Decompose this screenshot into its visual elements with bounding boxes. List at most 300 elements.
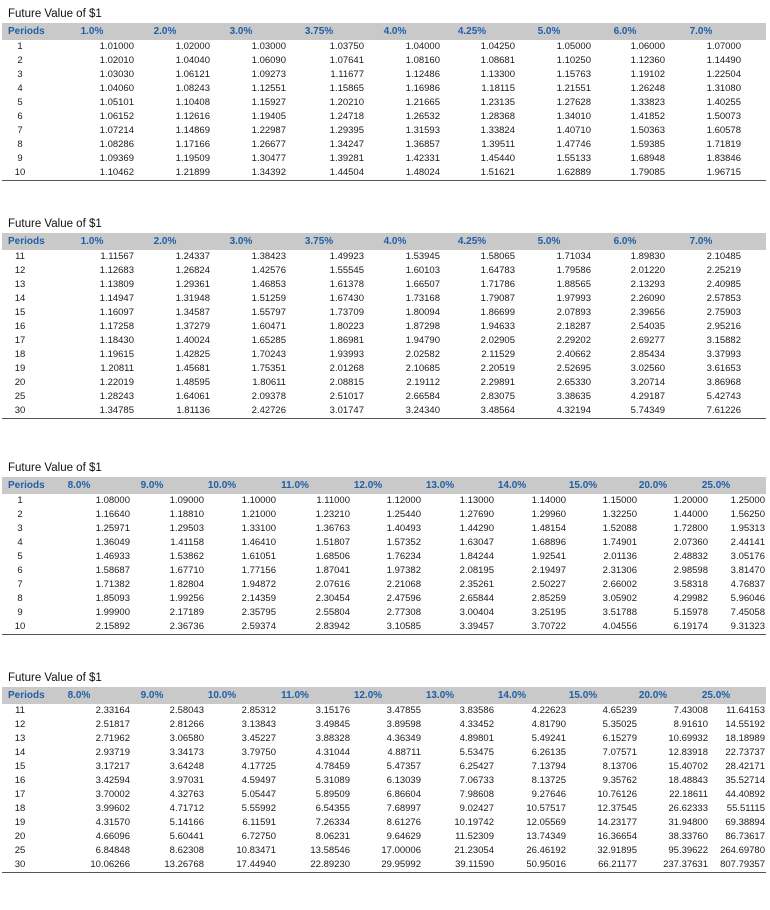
period-cell: 11 bbox=[15, 251, 25, 262]
value-cell: 1.15763 bbox=[556, 69, 591, 80]
value-cell: 1.02000 bbox=[175, 41, 210, 52]
value-cell: 5.89509 bbox=[315, 789, 350, 800]
value-cell: 1.44000 bbox=[673, 509, 708, 520]
value-cell: 1.26532 bbox=[405, 111, 440, 122]
value-cell: 8.61276 bbox=[386, 817, 421, 828]
value-cell: 3.02560 bbox=[630, 363, 665, 374]
value-cell: 1.87041 bbox=[315, 565, 350, 576]
value-cell: 13.26768 bbox=[164, 859, 204, 870]
value-cell: 5.96046 bbox=[730, 593, 765, 604]
rate-header: 10.0% bbox=[207, 690, 237, 701]
value-cell: 1.48024 bbox=[405, 167, 440, 178]
value-cell: 2.42726 bbox=[251, 405, 286, 416]
value-cell: 2.54035 bbox=[630, 321, 665, 332]
value-cell: 39.11590 bbox=[455, 859, 494, 870]
table-row bbox=[2, 802, 766, 816]
value-cell: 1.95313 bbox=[730, 523, 765, 534]
table-row bbox=[2, 264, 766, 278]
value-cell: 1.34010 bbox=[556, 111, 591, 122]
value-cell: 1.34785 bbox=[99, 405, 134, 416]
value-cell: 2.30454 bbox=[315, 593, 350, 604]
value-cell: 1.68948 bbox=[630, 153, 665, 164]
value-cell: 1.06090 bbox=[251, 55, 286, 66]
value-cell: 1.97993 bbox=[556, 293, 591, 304]
value-cell: 1.15865 bbox=[329, 83, 364, 94]
value-cell: 1.44290 bbox=[459, 523, 494, 534]
value-cell: 1.36763 bbox=[315, 523, 350, 534]
value-cell: 69.38894 bbox=[725, 817, 765, 828]
value-cell: 1.33823 bbox=[630, 97, 665, 108]
value-cell: 5.42743 bbox=[706, 391, 741, 402]
value-cell: 1.50363 bbox=[630, 125, 665, 136]
value-cell: 3.05176 bbox=[730, 551, 765, 562]
value-cell: 1.51259 bbox=[251, 293, 286, 304]
value-cell: 1.46853 bbox=[251, 279, 286, 290]
value-cell: 2.85259 bbox=[531, 593, 566, 604]
value-cell: 2.52695 bbox=[556, 363, 591, 374]
value-cell: 2.19497 bbox=[531, 565, 566, 576]
value-cell: 38.33760 bbox=[668, 831, 708, 842]
value-cell: 7.26334 bbox=[315, 817, 350, 828]
period-cell: 6 bbox=[17, 565, 23, 576]
period-cell: 2 bbox=[17, 55, 23, 66]
value-cell: 1.21551 bbox=[556, 83, 591, 94]
value-cell: 1.16097 bbox=[99, 307, 134, 318]
value-cell: 1.05101 bbox=[99, 97, 134, 108]
value-cell: 1.58065 bbox=[480, 251, 515, 262]
value-cell: 1.18810 bbox=[169, 509, 204, 520]
value-cell: 1.40024 bbox=[175, 335, 210, 346]
value-cell: 1.09000 bbox=[169, 495, 204, 506]
rate-header: 2.0% bbox=[153, 236, 177, 247]
value-cell: 1.80611 bbox=[252, 377, 286, 388]
value-cell: 2.35261 bbox=[459, 579, 494, 590]
rate-header: 14.0% bbox=[497, 690, 527, 701]
value-cell: 1.68896 bbox=[531, 537, 566, 548]
value-cell: 1.25440 bbox=[386, 509, 421, 520]
value-cell: 4.89801 bbox=[459, 733, 494, 744]
rate-header: 9.0% bbox=[140, 480, 164, 491]
table-row bbox=[2, 292, 766, 306]
value-cell: 4.78459 bbox=[315, 761, 350, 772]
value-cell: 1.19102 bbox=[630, 69, 665, 80]
value-cell: 35.52714 bbox=[725, 775, 765, 786]
value-cell: 1.71819 bbox=[706, 139, 741, 150]
value-cell: 264.69780 bbox=[720, 845, 765, 856]
value-cell: 1.62889 bbox=[556, 167, 591, 178]
table-row bbox=[2, 774, 766, 788]
period-cell: 18 bbox=[14, 803, 26, 814]
value-cell: 2.44141 bbox=[730, 537, 765, 548]
value-cell: 2.17189 bbox=[169, 607, 204, 618]
table-body bbox=[2, 40, 766, 181]
value-cell: 1.79087 bbox=[480, 293, 515, 304]
value-cell: 1.86981 bbox=[329, 335, 364, 346]
value-cell: 10.76126 bbox=[597, 789, 637, 800]
value-cell: 5.55992 bbox=[241, 803, 276, 814]
period-cell: 15 bbox=[14, 761, 26, 772]
value-cell: 1.21000 bbox=[241, 509, 276, 520]
value-cell: 1.53862 bbox=[169, 551, 204, 562]
value-cell: 1.56250 bbox=[730, 509, 765, 520]
value-cell: 6.84848 bbox=[95, 845, 130, 856]
table-row bbox=[2, 166, 766, 180]
value-cell: 9.35762 bbox=[602, 775, 637, 786]
value-cell: 1.52088 bbox=[602, 523, 637, 534]
value-cell: 2.26090 bbox=[630, 293, 665, 304]
value-cell: 2.36736 bbox=[169, 621, 204, 632]
table-row bbox=[2, 816, 766, 830]
value-cell: 1.46933 bbox=[95, 551, 130, 562]
value-cell: 1.75351 bbox=[251, 363, 286, 374]
value-cell: 807.79357 bbox=[720, 859, 765, 870]
table-row bbox=[2, 760, 766, 774]
value-cell: 9.02427 bbox=[459, 803, 494, 814]
value-cell: 1.94872 bbox=[241, 579, 276, 590]
value-cell: 1.79085 bbox=[630, 167, 665, 178]
value-cell: 8.13706 bbox=[602, 761, 637, 772]
value-cell: 1.23210 bbox=[315, 509, 350, 520]
value-cell: 2.93719 bbox=[95, 747, 130, 758]
value-cell: 55.51115 bbox=[726, 803, 765, 814]
table-header-row bbox=[2, 687, 766, 704]
period-cell: 5 bbox=[17, 551, 23, 562]
value-cell: 2.20519 bbox=[480, 363, 515, 374]
value-cell: 3.24340 bbox=[405, 405, 440, 416]
value-cell: 2.75903 bbox=[706, 307, 741, 318]
value-cell: 1.34587 bbox=[175, 307, 210, 318]
value-cell: 237.37631 bbox=[663, 859, 708, 870]
period-cell: 15 bbox=[14, 307, 26, 318]
value-cell: 3.17217 bbox=[95, 761, 130, 772]
value-cell: 1.16986 bbox=[405, 83, 440, 94]
value-cell: 2.31306 bbox=[602, 565, 637, 576]
value-cell: 11.52309 bbox=[455, 831, 494, 842]
table-row bbox=[2, 788, 766, 802]
value-cell: 1.50073 bbox=[706, 111, 741, 122]
value-cell: 9.27646 bbox=[531, 789, 566, 800]
rate-header: 5.0% bbox=[537, 236, 561, 247]
period-cell: 9 bbox=[17, 153, 23, 164]
value-cell: 1.06152 bbox=[99, 111, 134, 122]
value-cell: 9.31323 bbox=[730, 621, 765, 632]
value-cell: 1.04250 bbox=[480, 41, 515, 52]
table-row bbox=[2, 858, 766, 872]
value-cell: 1.49923 bbox=[329, 251, 364, 262]
value-cell: 5.49241 bbox=[531, 733, 566, 744]
value-cell: 1.09369 bbox=[99, 153, 134, 164]
period-cell: 16 bbox=[14, 775, 26, 786]
rate-header: 4.25% bbox=[457, 236, 487, 247]
value-cell: 6.25427 bbox=[459, 761, 494, 772]
value-cell: 5.14166 bbox=[169, 817, 204, 828]
value-cell: 2.85312 bbox=[241, 705, 276, 716]
value-cell: 1.22987 bbox=[251, 125, 286, 136]
value-cell: 2.10685 bbox=[405, 363, 440, 374]
value-cell: 3.99602 bbox=[95, 803, 130, 814]
value-cell: 1.61378 bbox=[329, 279, 364, 290]
value-cell: 1.22504 bbox=[706, 69, 741, 80]
value-cell: 1.14947 bbox=[99, 293, 134, 304]
table-row bbox=[2, 68, 766, 82]
table-header-row bbox=[2, 477, 766, 494]
value-cell: 21.23054 bbox=[454, 845, 494, 856]
value-cell: 5.53475 bbox=[459, 747, 494, 758]
value-cell: 1.63047 bbox=[459, 537, 494, 548]
rate-header: 11.0% bbox=[281, 480, 309, 491]
value-cell: 1.87298 bbox=[405, 321, 440, 332]
value-cell: 3.49845 bbox=[315, 719, 350, 730]
value-cell: 1.94633 bbox=[480, 321, 515, 332]
table-row bbox=[2, 40, 766, 54]
value-cell: 1.03750 bbox=[329, 41, 364, 52]
value-cell: 22.89230 bbox=[310, 859, 350, 870]
table-row bbox=[2, 536, 766, 550]
value-cell: 1.17166 bbox=[175, 139, 210, 150]
value-cell: 32.91895 bbox=[597, 845, 637, 856]
value-cell: 8.13725 bbox=[531, 775, 566, 786]
value-cell: 2.01220 bbox=[630, 265, 665, 276]
table-row bbox=[2, 718, 766, 732]
value-cell: 2.71962 bbox=[95, 733, 130, 744]
rate-header: 9.0% bbox=[140, 690, 164, 701]
value-cell: 2.51817 bbox=[95, 719, 130, 730]
value-cell: 2.40985 bbox=[706, 279, 741, 290]
period-cell: 1 bbox=[17, 495, 23, 506]
value-cell: 2.15892 bbox=[95, 621, 130, 632]
value-cell: 2.77308 bbox=[386, 607, 421, 618]
value-cell: 1.13000 bbox=[459, 495, 494, 506]
table-row bbox=[2, 334, 766, 348]
table-row bbox=[2, 376, 766, 390]
value-cell: 1.01000 bbox=[99, 41, 134, 52]
value-cell: 1.12683 bbox=[99, 265, 134, 276]
value-cell: 2.33164 bbox=[95, 705, 130, 716]
value-cell: 2.58043 bbox=[169, 705, 204, 716]
value-cell: 1.61051 bbox=[241, 551, 276, 562]
rate-header: 14.0% bbox=[497, 480, 527, 491]
value-cell: 22.18611 bbox=[669, 789, 708, 800]
value-cell: 1.71382 bbox=[95, 579, 130, 590]
value-cell: 2.55804 bbox=[315, 607, 350, 618]
value-cell: 12.05569 bbox=[526, 817, 566, 828]
value-cell: 1.45440 bbox=[480, 153, 515, 164]
value-cell: 1.10000 bbox=[241, 495, 276, 506]
value-cell: 1.04040 bbox=[175, 55, 210, 66]
value-cell: 1.76234 bbox=[386, 551, 421, 562]
rate-header: 5.0% bbox=[537, 26, 561, 37]
value-cell: 1.96715 bbox=[706, 167, 741, 178]
value-cell: 1.20000 bbox=[673, 495, 708, 506]
value-cell: 1.06000 bbox=[630, 41, 665, 52]
value-cell: 1.84244 bbox=[459, 551, 494, 562]
value-cell: 2.40662 bbox=[556, 349, 591, 360]
value-cell: 17.44940 bbox=[236, 859, 276, 870]
value-cell: 95.39622 bbox=[668, 845, 708, 856]
value-cell: 1.11000 bbox=[316, 495, 350, 506]
rate-header: 7.0% bbox=[689, 26, 713, 37]
value-cell: 3.81470 bbox=[730, 565, 765, 576]
value-cell: 4.31044 bbox=[315, 747, 350, 758]
value-cell: 1.40255 bbox=[706, 97, 741, 108]
value-cell: 2.85434 bbox=[630, 349, 665, 360]
value-cell: 1.29395 bbox=[329, 125, 364, 136]
value-cell: 12.37545 bbox=[597, 803, 637, 814]
value-cell: 1.07214 bbox=[99, 125, 134, 136]
period-cell: 14 bbox=[14, 747, 26, 758]
value-cell: 1.60471 bbox=[251, 321, 286, 332]
value-cell: 6.54355 bbox=[315, 803, 350, 814]
value-cell: 4.32194 bbox=[556, 405, 591, 416]
period-cell: 12 bbox=[14, 265, 26, 276]
value-cell: 3.45227 bbox=[241, 733, 276, 744]
value-cell: 1.42331 bbox=[405, 153, 440, 164]
value-cell: 1.10408 bbox=[175, 97, 210, 108]
value-cell: 1.33100 bbox=[241, 523, 276, 534]
value-cell: 1.37279 bbox=[175, 321, 210, 332]
value-cell: 1.08681 bbox=[480, 55, 515, 66]
rate-header: 4.25% bbox=[457, 26, 487, 37]
value-cell: 1.55797 bbox=[251, 307, 286, 318]
value-cell: 1.25971 bbox=[95, 523, 130, 534]
value-cell: 1.81136 bbox=[176, 405, 210, 416]
value-cell: 1.65285 bbox=[251, 335, 286, 346]
value-cell: 2.66002 bbox=[602, 579, 637, 590]
rate-header: 13.0% bbox=[425, 480, 455, 491]
value-cell: 2.35795 bbox=[241, 607, 276, 618]
value-cell: 8.91610 bbox=[673, 719, 708, 730]
value-cell: 1.12360 bbox=[630, 55, 665, 66]
value-cell: 3.89598 bbox=[386, 719, 421, 730]
table-row bbox=[2, 138, 766, 152]
table-row bbox=[2, 844, 766, 858]
value-cell: 4.81790 bbox=[531, 719, 566, 730]
value-cell: 1.24718 bbox=[329, 111, 364, 122]
value-cell: 7.43008 bbox=[673, 705, 708, 716]
value-cell: 2.65844 bbox=[459, 593, 494, 604]
value-cell: 17.00006 bbox=[381, 845, 421, 856]
value-cell: 1.42576 bbox=[251, 265, 286, 276]
value-cell: 1.14000 bbox=[531, 495, 566, 506]
value-cell: 1.28368 bbox=[480, 111, 515, 122]
value-cell: 2.39656 bbox=[630, 307, 665, 318]
value-cell: 6.86604 bbox=[386, 789, 421, 800]
value-cell: 2.01136 bbox=[603, 551, 637, 562]
value-cell: 1.03000 bbox=[251, 41, 286, 52]
rate-header: 11.0% bbox=[281, 690, 309, 701]
period-cell: 10 bbox=[14, 621, 26, 632]
value-cell: 86.73617 bbox=[725, 831, 765, 842]
value-cell: 1.08000 bbox=[95, 495, 130, 506]
value-cell: 1.17258 bbox=[99, 321, 134, 332]
value-cell: 3.05902 bbox=[602, 593, 637, 604]
value-cell: 2.29202 bbox=[556, 335, 591, 346]
value-cell: 1.14490 bbox=[706, 55, 741, 66]
period-cell: 20 bbox=[14, 377, 26, 388]
value-cell: 10.19742 bbox=[454, 817, 494, 828]
value-cell: 1.42825 bbox=[175, 349, 210, 360]
value-cell: 1.32250 bbox=[602, 509, 637, 520]
value-cell: 1.04060 bbox=[99, 83, 134, 94]
period-cell: 19 bbox=[14, 817, 26, 828]
value-cell: 6.13039 bbox=[386, 775, 421, 786]
table-row bbox=[2, 278, 766, 292]
value-cell: 2.10485 bbox=[706, 251, 741, 262]
value-cell: 4.29982 bbox=[673, 593, 708, 604]
value-cell: 1.19509 bbox=[175, 153, 210, 164]
value-cell: 1.29503 bbox=[169, 523, 204, 534]
value-cell: 26.46192 bbox=[526, 845, 566, 856]
periods-header: Periods bbox=[8, 26, 45, 37]
table-row bbox=[2, 390, 766, 404]
rate-header: 8.0% bbox=[67, 480, 91, 491]
value-cell: 3.25195 bbox=[531, 607, 566, 618]
value-cell: 2.59374 bbox=[241, 621, 276, 632]
value-cell: 5.05447 bbox=[241, 789, 276, 800]
value-cell: 31.94800 bbox=[668, 817, 708, 828]
period-cell: 3 bbox=[17, 69, 23, 80]
value-cell: 3.15176 bbox=[315, 705, 350, 716]
value-cell: 2.81266 bbox=[169, 719, 204, 730]
value-cell: 11.64153 bbox=[726, 705, 765, 716]
value-cell: 1.15927 bbox=[251, 97, 286, 108]
value-cell: 1.83846 bbox=[706, 153, 741, 164]
value-cell: 5.15978 bbox=[673, 607, 708, 618]
value-cell: 18.18989 bbox=[725, 733, 765, 744]
value-cell: 1.34247 bbox=[329, 139, 364, 150]
value-cell: 2.47596 bbox=[386, 593, 421, 604]
value-cell: 2.18287 bbox=[556, 321, 591, 332]
rate-header: 4.0% bbox=[383, 26, 407, 37]
value-cell: 2.98598 bbox=[673, 565, 708, 576]
rate-header: 15.0% bbox=[568, 690, 598, 701]
value-cell: 44.40892 bbox=[725, 789, 765, 800]
value-cell: 3.97031 bbox=[169, 775, 204, 786]
value-cell: 4.29187 bbox=[630, 391, 665, 402]
value-cell: 13.58546 bbox=[310, 845, 350, 856]
value-cell: 1.45681 bbox=[175, 363, 210, 374]
value-cell: 3.61653 bbox=[706, 363, 741, 374]
value-cell: 7.98608 bbox=[459, 789, 494, 800]
value-cell: 3.15882 bbox=[706, 335, 741, 346]
value-cell: 1.38423 bbox=[251, 251, 286, 262]
value-cell: 3.00404 bbox=[459, 607, 494, 618]
rate-header: 4.0% bbox=[383, 236, 407, 247]
period-cell: 7 bbox=[17, 125, 23, 136]
value-cell: 10.06266 bbox=[90, 859, 130, 870]
value-cell: 1.73168 bbox=[405, 293, 440, 304]
value-cell: 1.31593 bbox=[405, 125, 440, 136]
value-cell: 2.69277 bbox=[630, 335, 665, 346]
value-cell: 1.44504 bbox=[329, 167, 364, 178]
periods-header: Periods bbox=[8, 480, 45, 491]
value-cell: 1.41852 bbox=[630, 111, 665, 122]
value-cell: 1.26677 bbox=[251, 139, 286, 150]
value-cell: 3.42594 bbox=[95, 775, 130, 786]
period-cell: 3 bbox=[17, 523, 23, 534]
value-cell: 1.67710 bbox=[169, 565, 204, 576]
table-row bbox=[2, 306, 766, 320]
value-cell: 9.64629 bbox=[386, 831, 421, 842]
period-cell: 9 bbox=[17, 607, 23, 618]
value-cell: 2.08195 bbox=[459, 565, 494, 576]
table-row bbox=[2, 830, 766, 844]
table-row bbox=[2, 746, 766, 760]
value-cell: 1.53945 bbox=[405, 251, 440, 262]
value-cell: 1.22019 bbox=[99, 377, 134, 388]
period-cell: 4 bbox=[17, 83, 23, 94]
rate-header: 6.0% bbox=[613, 236, 637, 247]
